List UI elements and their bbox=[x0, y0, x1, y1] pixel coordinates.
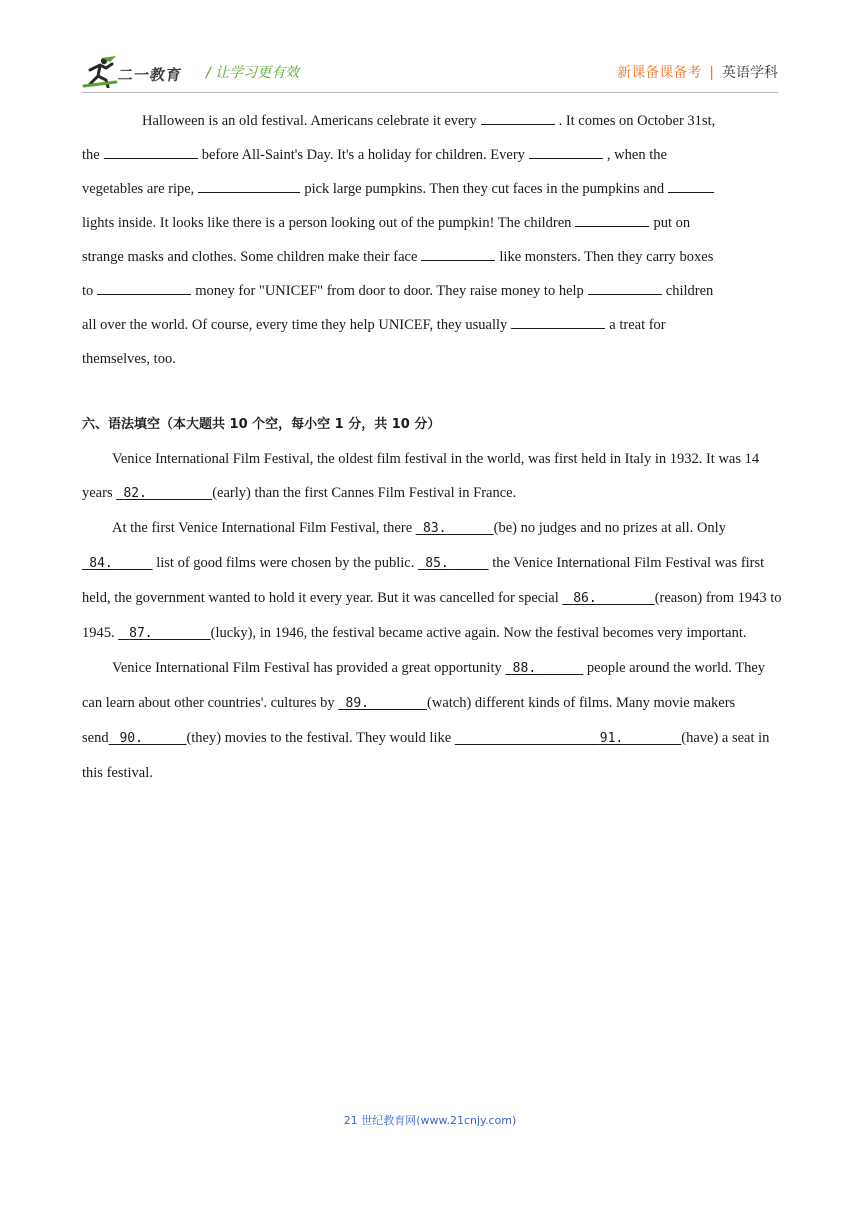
runner-logo-icon bbox=[82, 56, 118, 88]
text: (watch) different kinds of films. Many movie makers send bbox=[82, 695, 736, 746]
text: list of good films were chosen by the public. bbox=[156, 555, 415, 571]
page-footer: 21 世纪教育网(www.21cnjy.com) bbox=[343, 1114, 517, 1127]
text: (lucky), in 1946, the festival became active again. Now the festival becomes very important. bbox=[210, 625, 747, 641]
text: (early) than the first Cannes Film Festival in France. bbox=[212, 485, 517, 501]
blank[interactable] bbox=[575, 211, 649, 227]
text: (be) no judges and no prizes at all. Only bbox=[493, 520, 726, 536]
blank-number: 83. bbox=[423, 521, 447, 536]
paragraph-venice-2 bbox=[82, 511, 782, 651]
blank-number: 87. bbox=[129, 626, 153, 641]
text: vegetables are ripe, bbox=[82, 181, 195, 197]
text: put on bbox=[653, 215, 691, 231]
text: (have) a seat in this festival. bbox=[82, 730, 770, 781]
text: like monsters. Then they carry boxes bbox=[499, 249, 714, 265]
blank-number: 86. bbox=[573, 591, 597, 606]
blank-number: 85. bbox=[425, 556, 449, 571]
document-body bbox=[82, 104, 782, 790]
text: At the first Venice International Film Festival, there bbox=[112, 520, 413, 536]
blank-86[interactable] bbox=[562, 590, 654, 606]
course-label: 新课备课备考 bbox=[617, 65, 702, 81]
text: all over the world. Of course, every time they help UNICEF, they usually bbox=[82, 317, 508, 333]
blank[interactable] bbox=[104, 143, 198, 159]
text: pick large pumpkins. Then they cut faces in the pumpkins and bbox=[304, 181, 665, 197]
paragraph-venice-1 bbox=[82, 442, 782, 511]
header-course-info bbox=[617, 62, 778, 82]
text: Halloween is an old festival. Americans celebrate it every bbox=[142, 113, 477, 129]
text: to bbox=[82, 283, 94, 299]
blank-89[interactable] bbox=[338, 695, 427, 711]
text: , when the bbox=[606, 147, 667, 163]
blank-84[interactable] bbox=[82, 555, 153, 571]
text: before All-Saint's Day. It's a holiday for children. Every bbox=[201, 147, 525, 163]
blank[interactable] bbox=[588, 279, 662, 295]
text: (reason) from 1943 to 1945. bbox=[82, 590, 782, 641]
blank[interactable] bbox=[529, 143, 603, 159]
logo bbox=[82, 56, 194, 88]
text: a treat for bbox=[609, 317, 666, 333]
text: Venice International Film Festival, the oldest film festival in the world, was first held in Italy in 1932. It was 14 years bbox=[82, 451, 760, 501]
blank-number: 84. bbox=[89, 556, 113, 571]
text: people around the world. They can learn about other countries'. cultures by bbox=[82, 660, 766, 711]
page-header bbox=[82, 52, 778, 92]
blank-85[interactable] bbox=[418, 555, 489, 571]
text: (they) movies to the festival. They would like bbox=[186, 730, 452, 746]
passage-halloween bbox=[82, 104, 782, 342]
text: children bbox=[665, 283, 714, 299]
blank[interactable] bbox=[97, 279, 191, 295]
text: lights inside. It looks like there is a person looking out of the pumpkin! The children bbox=[82, 215, 572, 231]
text: the bbox=[82, 147, 100, 163]
passage-end: themselves, too. bbox=[82, 351, 176, 367]
blank[interactable] bbox=[198, 177, 300, 193]
blank-number: 82. bbox=[123, 486, 147, 501]
text: money for "UNICEF" from door to door. They raise money to help bbox=[195, 283, 584, 299]
blank-number: 89. bbox=[345, 696, 370, 711]
text: . It comes on October 31st, bbox=[558, 113, 716, 129]
blank-82[interactable] bbox=[116, 485, 212, 501]
blank-87[interactable] bbox=[118, 625, 210, 641]
blank-90[interactable] bbox=[109, 730, 187, 746]
section-title: 六、语法填空（本大题共 10 个空，每小空 1 分，共 10 分） bbox=[82, 417, 441, 432]
blank-number: 88. bbox=[512, 661, 537, 676]
blank-91[interactable] bbox=[455, 730, 681, 746]
blank-number: 90. bbox=[119, 731, 143, 746]
blank-88[interactable] bbox=[505, 660, 583, 676]
blank[interactable] bbox=[481, 109, 555, 125]
subject-label: 英语学科 bbox=[722, 65, 778, 81]
blank-83[interactable] bbox=[416, 520, 494, 536]
header-divider bbox=[82, 92, 778, 93]
text: strange masks and clothes. Some children make their face bbox=[82, 249, 418, 265]
blank[interactable] bbox=[511, 313, 605, 329]
blank[interactable] bbox=[668, 177, 714, 193]
logo-text: 二一教育 bbox=[116, 66, 184, 84]
text: Venice International Film Festival has provided a great opportunity bbox=[112, 660, 502, 676]
text: the Venice International Film Festival was first held, the government wanted to hold it every year. But it was cancelled for special bbox=[82, 555, 765, 606]
paragraph-venice-3 bbox=[82, 651, 782, 790]
header-separator: | bbox=[709, 65, 714, 81]
slogan: / 让学习更有效 bbox=[206, 65, 300, 81]
blank-number: 91. bbox=[599, 731, 624, 746]
blank[interactable] bbox=[421, 245, 495, 261]
